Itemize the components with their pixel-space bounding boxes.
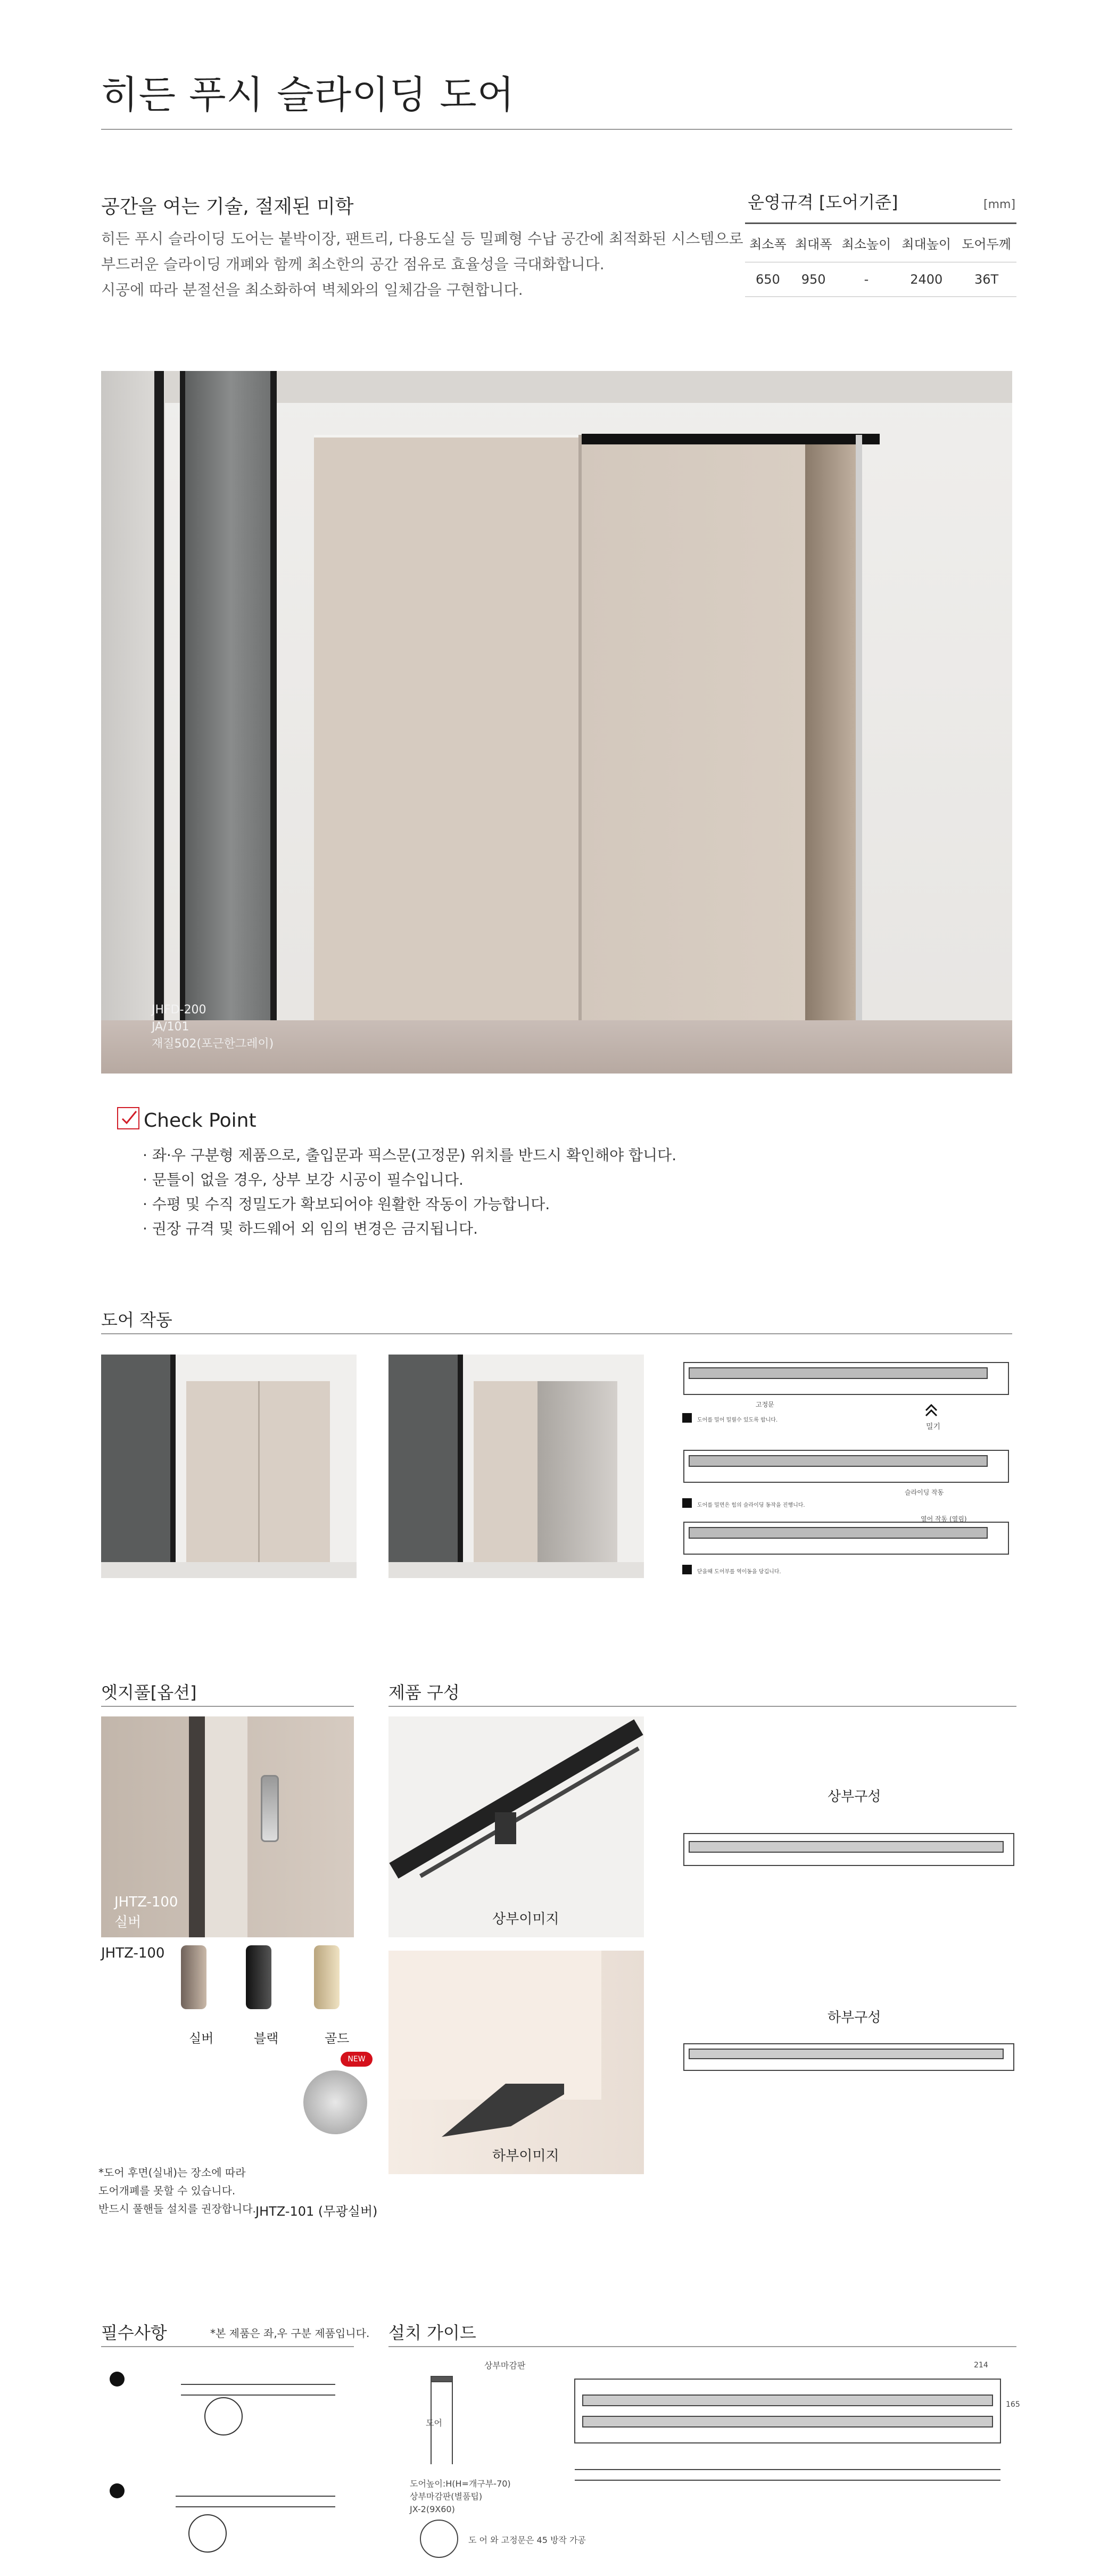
door-top-gap bbox=[582, 434, 880, 444]
spec-header: 도어두께 bbox=[962, 237, 1011, 252]
handle-silver-swatch bbox=[181, 1945, 206, 2009]
color-black-label: 블랙 bbox=[254, 2031, 279, 2046]
door-label: 도어 bbox=[426, 2418, 442, 2428]
lower-image-label: 하부이미지 bbox=[492, 2148, 559, 2164]
spec-unit: [mm] bbox=[983, 198, 1016, 211]
spec-value: - bbox=[864, 272, 869, 287]
hero-label-line: 재질502(포근한그레이) bbox=[152, 1037, 274, 1051]
spec-title: 운영규격 [도어기준] bbox=[748, 192, 898, 212]
operation-diagram-svg bbox=[676, 1355, 1016, 1583]
page-title: 히든 푸시 슬라이딩 도어 bbox=[101, 72, 515, 117]
handle-photo bbox=[101, 1716, 354, 1937]
install-diagram bbox=[388, 2358, 1020, 2560]
push-label: 밀기 bbox=[926, 1423, 941, 1431]
handle-photo-caption: JHTZ-100 실버 bbox=[114, 1894, 178, 1930]
hero-photo bbox=[101, 371, 1012, 1074]
handle-jhtz101-icon bbox=[303, 2070, 367, 2134]
install-divider bbox=[388, 2346, 1016, 2347]
handle-divider bbox=[101, 1706, 354, 1707]
check-item: · 수평 및 수직 정밀도가 확보되어야 원활한 작동이 가능합니다. bbox=[143, 1195, 550, 1213]
hero-label bbox=[152, 1002, 274, 1053]
handle-title: 엣지풀[옵션] bbox=[101, 1682, 197, 1703]
spec-value: 36T bbox=[974, 272, 999, 287]
bullet-icon: · bbox=[143, 1146, 152, 1164]
composition-divider bbox=[388, 1706, 1016, 1707]
dim-214: 214 bbox=[974, 2361, 988, 2369]
bullet-icon: · bbox=[143, 1195, 152, 1213]
check-item: · 좌·우 구분형 제품으로, 출입문과 픽스문(고정문) 위치를 반드시 확인해야 합니다. bbox=[143, 1146, 677, 1164]
spec-table bbox=[745, 222, 1016, 297]
open-label: 열어 작동 (열림) bbox=[921, 1515, 967, 1523]
door-height-formula: 도어높이:H(H=개구부-70) 상부마감판(별품팁) JX-2(9X60) bbox=[410, 2479, 511, 2514]
spec-header: 최대높이 bbox=[901, 237, 952, 252]
new-badge: NEW bbox=[341, 2052, 373, 2067]
spec-header: 최소높이 bbox=[841, 237, 891, 252]
hero-label-line: JHFD-200 bbox=[152, 1003, 206, 1017]
required-title: 필수사항 bbox=[101, 2323, 167, 2343]
fixed-door-label: 고정문 bbox=[756, 1401, 774, 1408]
intro-line: 시공에 따라 분절선을 최소화하여 벽체와의 일체감을 구현합니다. bbox=[101, 281, 523, 299]
bottom-note: 도 어 와 고정문은 45 방작 가공 bbox=[468, 2535, 586, 2545]
door-frame bbox=[856, 435, 862, 1020]
check-item: · 문틀이 없을 경우, 상부 보강 시공이 필수입니다. bbox=[143, 1171, 464, 1188]
operation-photo-open bbox=[388, 1355, 644, 1578]
upper-config-title: 상부구성 bbox=[828, 1789, 881, 1805]
check-item: · 권장 규격 및 하드웨어 외 임의 변경은 금지됩니다. bbox=[143, 1220, 478, 1237]
required-divider bbox=[101, 2346, 354, 2347]
operation-photo-closed bbox=[101, 1355, 357, 1578]
top-finish-label: 상부마감판 bbox=[484, 2360, 526, 2371]
intro-heading: 공간을 여는 기술, 절제된 미학 bbox=[101, 196, 354, 218]
handle-note: *도어 후면(실내)는 장소에 따라 도어개폐를 못할 수 있습니다. 반드시 풀핸들 설치를 권장합니다. bbox=[98, 2166, 256, 2215]
check-point-title: Check Point bbox=[144, 1110, 257, 1132]
spec-header: 최소폭 bbox=[749, 237, 787, 252]
intro-paragraph bbox=[101, 226, 766, 303]
spec-header: 최대폭 bbox=[795, 237, 832, 252]
color-gold-label: 골드 bbox=[325, 2031, 350, 2046]
lower-config-title: 하부구성 bbox=[828, 2010, 881, 2026]
glass-frame bbox=[180, 371, 185, 1026]
operation-divider bbox=[101, 1333, 1012, 1334]
step-note: 도어를 밀면은 힘의 슬라이딩 동작을 진행니다. bbox=[697, 1502, 805, 1508]
sliding-label: 슬라이딩 작동 bbox=[905, 1489, 944, 1496]
hero-label-line: JA/101 bbox=[152, 1020, 189, 1034]
upper-rail-svg bbox=[388, 1716, 644, 1937]
composition-title: 제품 구성 bbox=[388, 1682, 460, 1703]
upper-image-label: 상부이미지 bbox=[492, 1911, 559, 1927]
bullet-icon: · bbox=[143, 1171, 152, 1188]
title-divider bbox=[101, 129, 1012, 130]
color-silver-label: 실버 bbox=[189, 2031, 214, 2046]
install-title: 설치 가이드 bbox=[388, 2323, 476, 2343]
lower-config-diagram bbox=[681, 2033, 1016, 2097]
fixed-door-panel bbox=[314, 437, 580, 1020]
checkbox-icon bbox=[117, 1107, 139, 1129]
upper-config-diagram bbox=[681, 1812, 1016, 1881]
glass-frame bbox=[270, 371, 277, 1026]
upper-image bbox=[388, 1716, 644, 1937]
operation-title: 도어 작동 bbox=[101, 1310, 172, 1330]
intro-line: 부드러운 슬라이딩 개폐와 함께 최소한의 공간 점유로 효율성을 극대화합니다. bbox=[101, 255, 605, 273]
glass-panel bbox=[185, 371, 276, 1026]
step-note: 도어를 밀어 밀릴수 있도록 합니다. bbox=[697, 1417, 778, 1423]
handle-black-swatch bbox=[246, 1945, 271, 2009]
check-point-list bbox=[143, 1143, 676, 1241]
intro-line: 히든 푸시 슬라이딩 도어는 붙박이장, 팬트리, 다용도실 등 밀폐형 수납 공간에 최적화된 시스템으로 bbox=[101, 230, 743, 247]
required-diagram bbox=[101, 2358, 354, 2560]
door-edge-view bbox=[805, 444, 856, 1020]
step-note: 닫을때 도어부를 역이동을 당깁니다. bbox=[697, 1569, 781, 1575]
bullet-icon: · bbox=[143, 1220, 152, 1237]
required-note: *본 제품은 좌,우 구분 제품입니다. bbox=[210, 2327, 370, 2340]
lower-image bbox=[388, 1951, 644, 2174]
sliding-door-panel bbox=[582, 434, 805, 1020]
handle-model: JHTZ-100 bbox=[101, 1945, 165, 1961]
spec-value: 950 bbox=[801, 272, 826, 287]
operation-diagram bbox=[676, 1355, 1016, 1583]
handle-gold-swatch bbox=[314, 1945, 340, 2009]
spec-value: 2400 bbox=[910, 272, 943, 287]
dim-165: 165 bbox=[1006, 2400, 1020, 2409]
glass-frame bbox=[154, 371, 164, 1026]
handle-model2: JHTZ-101 (무광실버) bbox=[255, 2204, 378, 2219]
spec-value: 650 bbox=[755, 272, 780, 287]
